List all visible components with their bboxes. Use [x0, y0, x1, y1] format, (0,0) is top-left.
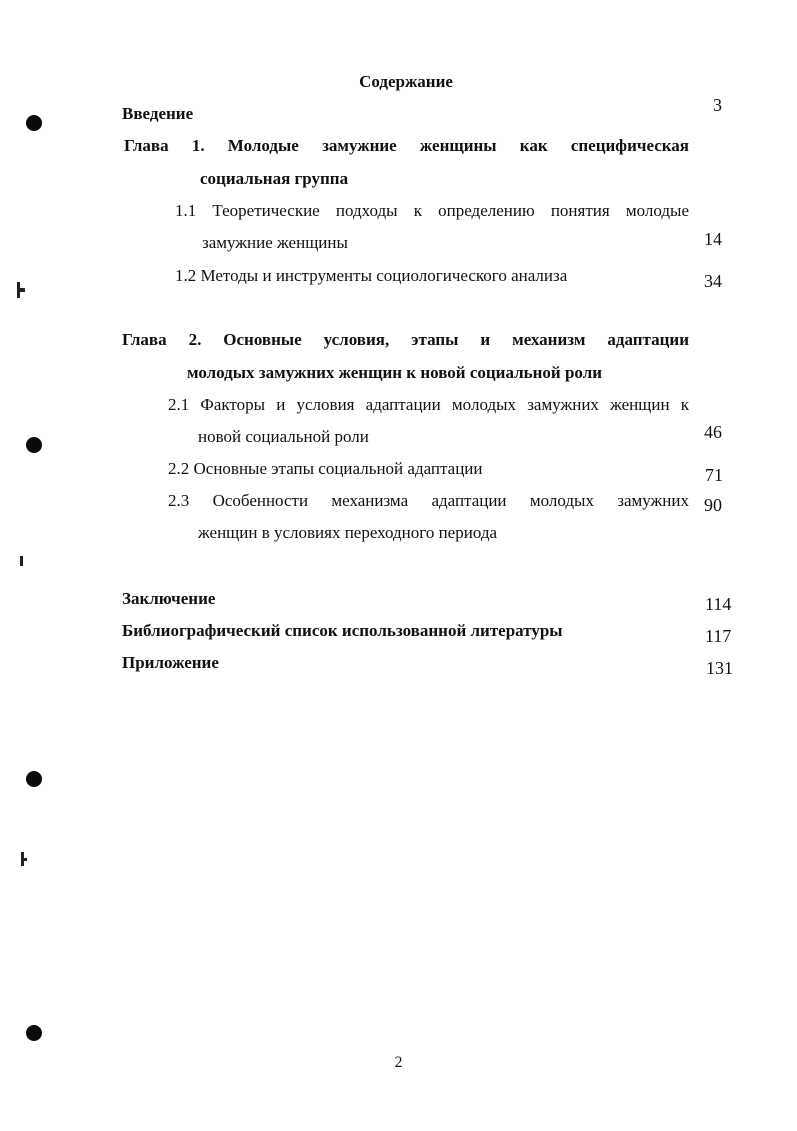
toc-section-2-1-line1: 2.1 Факторы и условия адаптации молодых замужних женщин к	[168, 395, 689, 414]
scan-mark-2	[20, 556, 23, 566]
contents-title: Содержание	[359, 72, 453, 91]
toc-appendix-label: Приложение	[122, 653, 219, 672]
toc-section-1-1-line2: замужние женщины	[202, 233, 348, 252]
page-number: 2	[394, 1054, 403, 1071]
toc-chapter1-line2: социальная группа	[200, 169, 349, 188]
toc-chapter1-line1: Глава 1. Молодые замужние женщины как специфическая	[124, 136, 689, 155]
toc-section-2-2-page: 71	[705, 465, 723, 485]
toc-section-2-1-page: 46	[704, 422, 722, 442]
toc-section-2-1-line2: новой социальной роли	[198, 427, 369, 446]
toc-bibliography-page: 117	[705, 626, 732, 646]
toc-conclusion-label: Заключение	[122, 589, 216, 608]
scan-mark-1b	[19, 288, 25, 292]
toc-section-1-2-label: 1.2 Методы и инструменты социологического анализа	[175, 266, 568, 285]
scan-mark-3b	[23, 858, 27, 861]
toc-section-2-2-label: 2.2 Основные этапы социальной адаптации	[168, 459, 483, 478]
punch-hole-1	[26, 115, 42, 131]
toc-chapter2-line1: Глава 2. Основные условия, этапы и механизм адаптации	[122, 330, 689, 349]
toc-appendix-page: 131	[706, 658, 733, 678]
toc-section-1-1-page: 14	[704, 229, 722, 249]
punch-hole-4	[26, 1025, 42, 1041]
toc-chapter2-line2: молодых замужних женщин к новой социальной роли	[187, 363, 603, 382]
toc-section-2-3-line2: женщин в условиях переходного периода	[198, 523, 498, 542]
punch-hole-2	[26, 437, 42, 453]
toc-intro-label: Введение	[122, 104, 194, 123]
toc-section-2-3-page: 90	[704, 495, 722, 515]
toc-intro-page: 3	[713, 95, 722, 115]
punch-hole-3	[26, 771, 42, 787]
toc-section-1-1-line1: 1.1 Теоретические подходы к определению понятия молодые	[175, 201, 689, 220]
toc-conclusion-page: 114	[705, 594, 732, 614]
toc-section-1-2-page: 34	[704, 271, 722, 291]
toc-bibliography-label: Библиографический список использованной литературы	[122, 621, 563, 640]
toc-section-2-3-line1: 2.3 Особенности механизма адаптации молодых замужних	[168, 491, 689, 510]
